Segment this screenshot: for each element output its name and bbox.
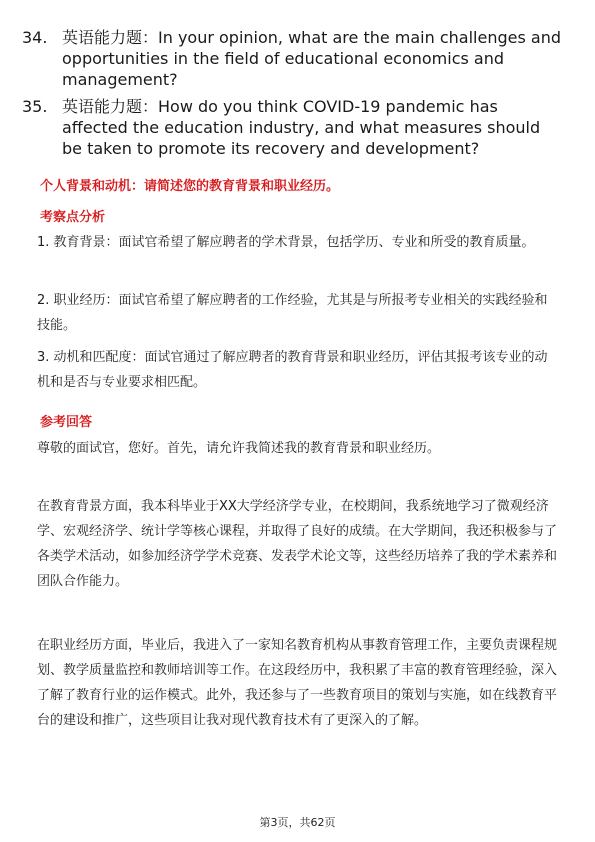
page-footer: 第3页，共62页	[259, 816, 336, 829]
question-item	[22, 27, 562, 90]
question-item	[22, 96, 562, 159]
analysis-heading: 考察点分析	[40, 210, 106, 225]
analysis-point: 2. 职业经历：面试官希望了解应聘者的工作经验，尤其是与所报考专业相关的实践经验和技能。	[37, 293, 548, 333]
analysis-point: 3. 动机和匹配度：面试官通过了解应聘者的教育背景和职业经历，评估其报考该专业的动机和是否与专业要求相匹配。	[37, 350, 548, 390]
answer-paragraph: 尊敬的面试官，您好。首先，请允许我简述我的教育背景和职业经历。	[37, 441, 441, 456]
answer-heading: 参考回答	[40, 415, 93, 430]
question-text: 英语能力题：How do you think COVID-19 pandemic has affected the education industry, and what measures should be taken to promote its recovery and development?	[62, 97, 541, 158]
question-text: 英语能力题：In your opinion, what are the main challenges and opportunities in the field of educational economics and management?	[62, 28, 561, 89]
question-number: 34.	[22, 28, 48, 47]
answer-paragraph: 在教育背景方面，我本科毕业于XX大学经济学专业，在校期间，我系统地学习了微观经济学、宏观经济学、统计学等核心课程，并取得了良好的成绩。在大学期间，我还积极参与了各类学术活动，如参加经济学学术竞赛、发表学术论文等，这些经历培养了我的学术素养和团队合作能力。	[37, 499, 558, 589]
question-number: 35.	[22, 97, 48, 116]
prompt-title: 个人背景和动机：请简述您的教育背景和职业经历。	[40, 179, 340, 194]
answer-paragraph: 在职业经历方面，毕业后，我进入了一家知名教育机构从事教育管理工作，主要负责课程规划、教学质量监控和教师培训等工作。在这段经历中，我积累了丰富的教育管理经验，深入了解了教育行业的运作模式。此外，我还参与了一些教育项目的策划与实施，如在线教育平台的建设和推广，这些项目让我对现代教育技术有了更深入的了解。	[37, 638, 558, 728]
question-list	[22, 27, 562, 165]
analysis-point: 1. 教育背景：面试官希望了解应聘者的学术背景，包括学历、专业和所受的教育质量。	[37, 235, 535, 250]
